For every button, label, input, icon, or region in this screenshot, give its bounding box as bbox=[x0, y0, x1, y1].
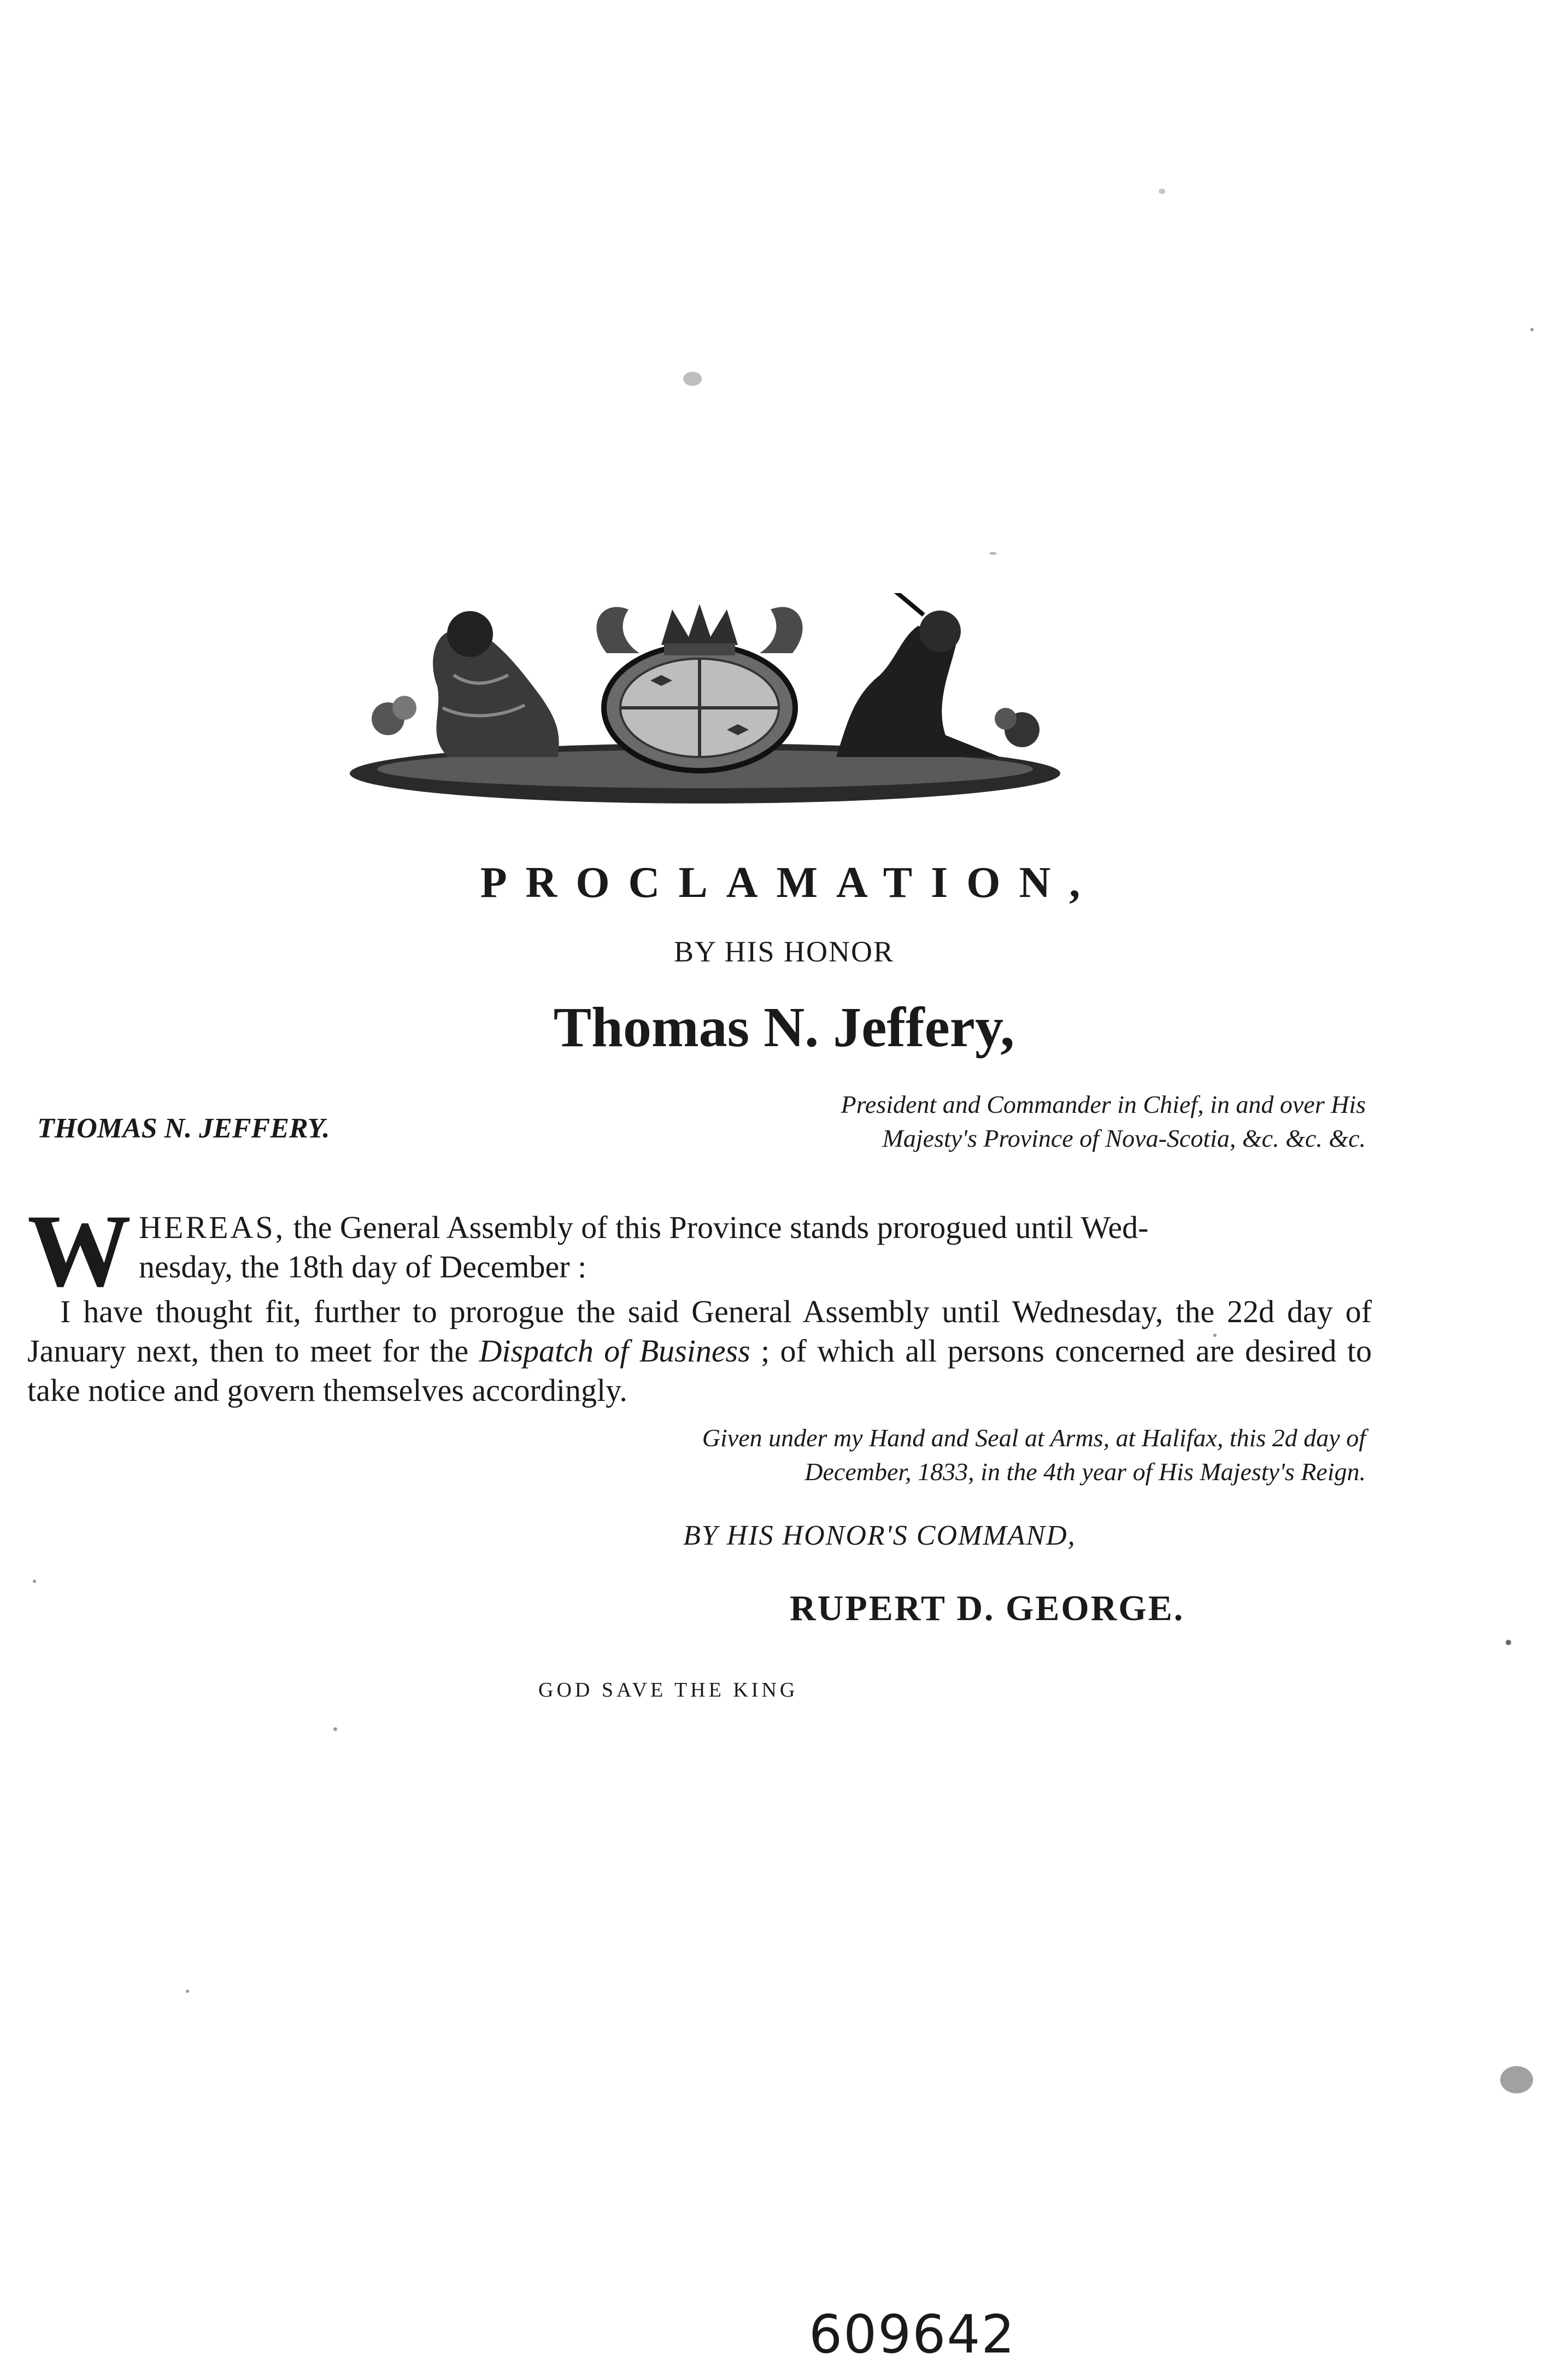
paper-speck bbox=[1159, 189, 1165, 194]
issuer-signature: THOMAS N. JEFFERY. bbox=[37, 1113, 330, 1144]
by-command-line: BY HIS HONOR'S COMMAND, bbox=[683, 1520, 1076, 1551]
paper-speck bbox=[186, 1990, 189, 1993]
whereas-line-1: the General Assembly of this Province stands prorogued until Wed- bbox=[285, 1210, 1149, 1245]
secretary-name: RUPERT D. GEORGE. bbox=[790, 1588, 1185, 1628]
paper-speck bbox=[1500, 2066, 1533, 2093]
dispatch-of-business: Dispatch of Business bbox=[479, 1333, 750, 1369]
by-his-honor-line: BY HIS HONOR bbox=[673, 935, 895, 968]
paper-speck bbox=[33, 1580, 36, 1583]
serial-number: 609642 bbox=[809, 2304, 1016, 2365]
whereas-line-2: nesday, the 18th day of December : bbox=[139, 1249, 587, 1284]
office-line-2: Majesty's Province of Nova-Scotia, &c. &c. &c. bbox=[882, 1124, 1366, 1152]
proclamation-title: PROCLAMATION, bbox=[480, 859, 1099, 907]
paper-speck bbox=[1506, 1640, 1511, 1645]
given-line-1: Given under my Hand and Seal at Arms, at Halifax, this 2d day of bbox=[702, 1424, 1366, 1452]
given-line-2: December, 1833, in the 4th year of His Majesty's Reign. bbox=[804, 1458, 1366, 1486]
issuer-office bbox=[655, 1088, 1366, 1155]
paper-speck bbox=[333, 1727, 337, 1731]
paper-speck bbox=[1530, 328, 1534, 331]
paper-speck bbox=[683, 372, 702, 386]
prorogue-text-before: I have thought fit, further to prorogue the said General Assembly until Wednesday, the 22d day of January next, then to meet for the bbox=[27, 1294, 1372, 1369]
proclamation-body bbox=[27, 1194, 1372, 1410]
prorogue-text-after: ; of which all persons concerned are desired to take notice and govern themselves accordingly. bbox=[27, 1333, 1372, 1408]
whereas-paragraph bbox=[27, 1194, 1372, 1309]
royal-coat-of-arms-illustration bbox=[344, 593, 1066, 812]
prorogue-paragraph bbox=[27, 1292, 1372, 1410]
paper-speck bbox=[989, 552, 997, 555]
issuer-name: Thomas N. Jeffery, bbox=[553, 996, 1015, 1059]
office-line-1: President and Commander in Chief, in and over His bbox=[841, 1090, 1366, 1118]
given-under-hand bbox=[437, 1421, 1366, 1489]
whereas-word: HEREAS, bbox=[139, 1210, 286, 1245]
drop-cap: W bbox=[27, 1194, 131, 1309]
god-save-the-king: GOD SAVE THE KING bbox=[538, 1679, 798, 1702]
